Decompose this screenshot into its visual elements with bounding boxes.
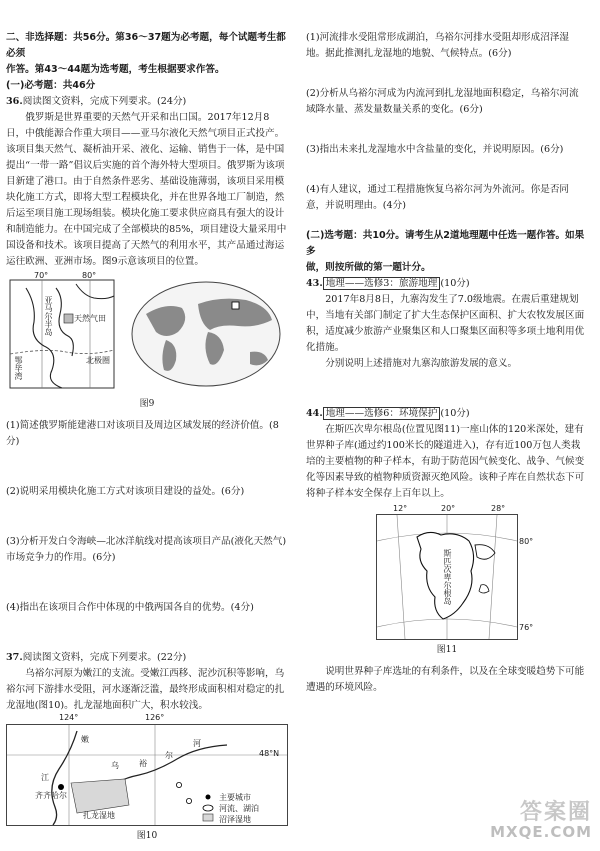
- fig10-river-char-nen: 嫩: [81, 735, 89, 744]
- fig9-arctic-circle-label: 北极圈: [86, 356, 110, 365]
- q37-sub4: (4)有人建议，通过工程措施恢复乌裕尔河为外流河。你是否同意，并说明理由。(4分): [306, 184, 570, 211]
- q36-intro-text: 阅读图文资料，完成下列要求。(24分): [22, 96, 187, 107]
- fig11-island-label: 斯匹次卑尔根岛: [443, 549, 452, 605]
- q36-sub2: (2)说明采用模块化施工方式对该项目建设的益处。(6分): [6, 486, 245, 497]
- fig11-meridian-12: [397, 515, 405, 639]
- fig9-inset-frame: [10, 280, 114, 388]
- fig10-legend-wetland-symbol: [203, 814, 213, 821]
- left-column: [6, 30, 288, 850]
- q37-intro: [6, 650, 288, 666]
- fig10-lake-1: [176, 782, 181, 787]
- q43-score: (10分): [440, 278, 470, 289]
- fig9-world-ellipse: [132, 282, 280, 386]
- fig10-river-char-er: 尔: [165, 751, 173, 760]
- figure-10-map: [6, 713, 288, 826]
- fig11-nordaustlandet: [475, 545, 495, 560]
- fig10-wetland-label: 扎龙湿地: [83, 811, 115, 820]
- q43-tag: 地理——选修3：旅游地理: [323, 277, 441, 290]
- fig9-lon-80-label: 80°: [82, 271, 97, 280]
- q37-sub2: (2)分析从乌裕尔河成为内流河到扎龙湿地面积稳定，乌裕尔河流域降水量、蒸发量数量关系的变化。(6分): [306, 88, 579, 115]
- watermark-url-text: MXQE.COM: [490, 823, 592, 841]
- q44-score: (10分): [440, 408, 470, 419]
- site-watermark: [482, 795, 592, 845]
- part2-instruction-line2: 作答。第43～44题为选考题，考生根据要求作答。: [6, 64, 225, 75]
- q36-intro: [6, 94, 288, 110]
- fig9-gulf-label: 鄂毕湾: [14, 356, 23, 380]
- q43-passage: 2017年8月8日，九寨沟发生了7.0级地震。在震后重建规划中，当地有关部门制定了扩大生态保护区面积、扩大农牧发展区面积，适度减少旅游产业聚集区和人口聚集区面积等多项土地利用优化措施。: [306, 294, 585, 353]
- fig10-legend-city-label: 主要城市: [219, 793, 251, 802]
- figure-9-caption: 图9: [139, 399, 155, 409]
- fig11-lat-80-label: 80°: [519, 537, 534, 546]
- fig10-lake-2: [186, 798, 191, 803]
- right-column: [306, 30, 588, 696]
- fig11-lon-12-label: 12°: [393, 504, 408, 513]
- fig11-meridian-28: [489, 515, 497, 639]
- q36-sub4: (4)指出在该项目合作中体现的中俄两国各自的优势。(4分): [6, 602, 254, 613]
- q37-number: 37.: [6, 652, 23, 663]
- fig10-legend-wetland-label: 沼泽湿地: [219, 815, 251, 824]
- q36-sub3: (3)分析开发白令海峡—北冰洋航线对提高该项目产品(液化天然气)市场竞争力的作用。(6分): [6, 536, 287, 563]
- fig10-river-char-yu: 裕: [139, 759, 147, 768]
- fig10-qiqihar-dot: [58, 784, 64, 790]
- q43-heading: [306, 276, 588, 292]
- q44-tag: 地理——选修6：环境保护: [323, 407, 441, 420]
- fig10-zhalong-wetland: [71, 779, 129, 813]
- fig9-world-project-box: [232, 302, 239, 309]
- fig9-peninsula-label: 亚马尔半岛: [44, 296, 53, 336]
- fig11-small-island: [479, 585, 489, 593]
- fig11-lon-20-label: 20°: [441, 504, 456, 513]
- fig11-lat-76-label: 76°: [519, 623, 534, 632]
- fig10-lon-126-label: 126°: [145, 713, 165, 722]
- q44-heading: [306, 406, 588, 422]
- fig9-project-label: 天然气田: [74, 314, 106, 323]
- q44-question: 说明世界种子库选址的有利条件，以及在全球变暖趋势下可能遭遇的环境风险。: [306, 666, 585, 693]
- figure-11-caption: 图11: [436, 645, 458, 655]
- fig9-lon-70-label: 70°: [34, 271, 49, 280]
- fig11-lon-28-label: 28°: [491, 504, 506, 513]
- fig10-lon-124-label: 124°: [59, 713, 79, 722]
- q36-sub1: (1)简述俄罗斯能建港口对该项目及周边区域发展的经济价值。(8分): [6, 420, 279, 447]
- part2-instruction-line1: 二、非选择题：共56分。第36～37题为必考题，每个试题考生都必须: [6, 32, 286, 59]
- optional-head-line1: (二)选考题：共10分。请考生从2道地理题中任选一题作答。如果多: [306, 230, 585, 257]
- q37-passage: 乌裕尔河原为嫩江的支流。受嫩江西移、泥沙沉积等影响，乌裕尔河下游排水受阻，河水逐渐泛滥，最终形成面积相对稳定的扎龙湿地(图10)。扎龙湿地面积广大，积水较浅。: [6, 668, 285, 711]
- figure-9-map: [6, 271, 288, 394]
- q37-sub3: (3)指出未来扎龙湿地水中含盐量的变化，并说明原因。(6分): [306, 144, 564, 155]
- required-section-label: (一)必考题：共46分: [6, 80, 96, 91]
- figure-11-map: [376, 504, 534, 640]
- fig10-river-char-wu: 乌: [111, 761, 119, 770]
- q37-sub1: (1)河流排水受阻常形成湖泊，乌裕尔河排水受阻却形成沼泽湿地。据此推测扎龙湿地的地貌、气候特点。(6分): [306, 32, 570, 59]
- q43-question: 分别说明上述措施对九寨沟旅游发展的意义。: [325, 358, 518, 369]
- q44-passage: 在斯匹次卑尔根岛(位置见图11)一座山体的120米深处，建有世界种子库(通过约100米长的隧道进入)，存有近100万包人类栽培的主要植物的种子样本，有助于防范因气候变化、战争、气候变化等因素导致的植物种质资源灭绝风险。该种子库在自然状态下可将种子样本安全保存上百年以上。: [306, 424, 585, 499]
- fig10-legend-river-label: 河流、湖泊: [219, 804, 259, 813]
- q36-passage: 俄罗斯是世界重要的天然气开采和出口国。2017年12月8日，中俄能源合作重大项目——亚马尔液化天然气项目正式投产。该项目集天然气、凝析油开采、液化、运输、销售于一体，是中国提出“一带一路”倡议后实施的首个海外特大型项目。俄罗斯为该项目新建了港口。由于自然条件恶劣、基础设施薄弱，该项目采用模块化施工方式，即将大型工程模块化，并在世界各地工厂制造，然后运至项目施工现场组装。模块化施工要求供应商具有强大的设计和制造能力。在中国完成了全部模块的85%，项目建设大量采用中国设备和技术。该项目提高了天然气的利用水平，其产品通过海运运往欧洲、亚洲市场。图9示意该项目的位置。: [6, 112, 287, 267]
- fig10-legend-river-symbol: [203, 805, 213, 811]
- q36-number: 36.: [6, 96, 23, 107]
- q44-number: 44.: [306, 408, 323, 419]
- figure-10-caption: 图10: [136, 831, 158, 841]
- q43-number: 43.: [306, 278, 323, 289]
- fig10-river-char-jiang: 江: [41, 773, 49, 782]
- optional-head-line2: 做，则按所做的第一题计分。: [306, 262, 431, 273]
- fig9-project-marker: [64, 314, 73, 323]
- fig10-river-char-he: 河: [193, 739, 201, 748]
- watermark-logo-text: 答案圈: [519, 800, 592, 825]
- q37-intro-text: 阅读图文资料，完成下列要求。(22分): [22, 652, 187, 663]
- fig10-legend-city-symbol: [206, 795, 211, 800]
- fig10-nen-river: [52, 731, 77, 825]
- fig10-lat-48-label: 48°N: [259, 749, 280, 758]
- fig10-city-label: 齐齐哈尔: [35, 791, 67, 800]
